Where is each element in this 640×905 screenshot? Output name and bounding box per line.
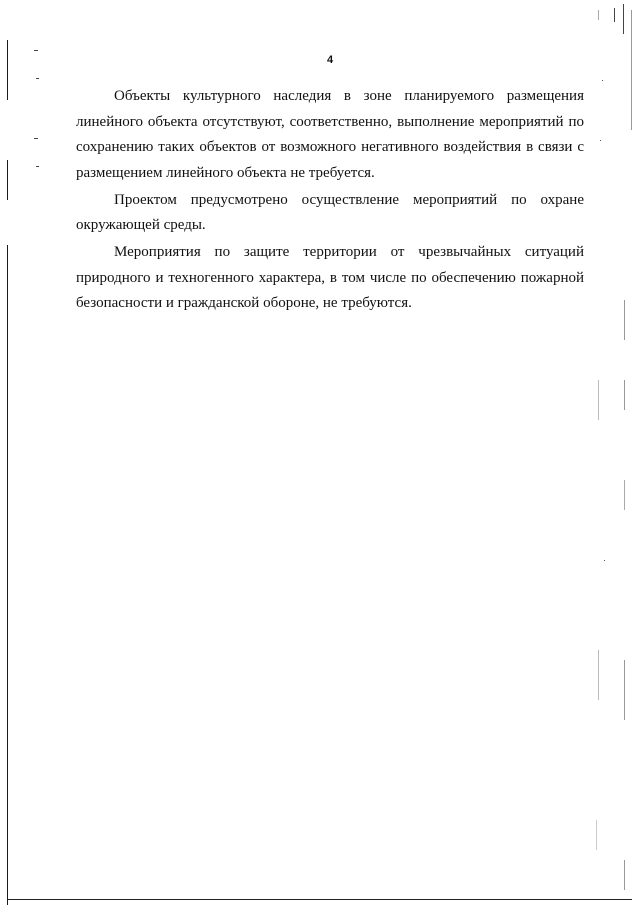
paragraph-environmental-protection: Проектом предусмотрено осуществление мероприятий по охране окружающей среды.: [76, 191, 584, 233]
scan-artifact-right-14: [600, 140, 601, 141]
scan-artifact-right-11: [596, 820, 597, 850]
scan-artifact-right-4: [598, 10, 599, 20]
scan-artifact-right-6: [598, 380, 599, 420]
scan-artifact-left-1: [7, 40, 8, 100]
scan-artifact-left-6: [34, 138, 38, 139]
scan-artifact-right-9: [598, 650, 599, 700]
document-body: [76, 84, 584, 318]
scan-artifact-right-8: [624, 480, 625, 510]
paragraph-emergency-measures: Мероприятия по защите территории от чрезвычайных ситуаций природного и техногенного характера, в том числе по обеспечению пожарной безопасности и гражданской обороне, не требуются.: [76, 244, 584, 311]
paragraph-cultural-heritage: Объекты культурного наследия в зоне планируемого размещения линейного объекта отсутствуют, соответственно, выполнение мероприятий по сохранению таких объектов от возможного негативного воздействия в связи с размещением линейного объекта не требуется.: [76, 88, 584, 181]
scan-artifact-right-1: [614, 8, 615, 22]
scan-artifact-left-7: [36, 166, 39, 167]
scan-artifact-right-5: [624, 300, 625, 340]
scan-artifact-right-15: [604, 560, 605, 561]
scan-artifact-right-10: [624, 660, 625, 720]
scan-artifact-right-2: [623, 4, 624, 34]
bottom-edge-line: [8, 899, 632, 900]
scan-artifact-left-5: [36, 78, 39, 79]
scan-artifact-left-4: [34, 50, 38, 51]
scan-artifact-right-13: [602, 80, 603, 81]
scan-artifact-right-3: [631, 10, 632, 130]
scan-artifact-left-2: [7, 160, 8, 200]
page-number: 4: [326, 54, 334, 66]
scan-artifact-right-7: [624, 380, 625, 410]
scan-artifact-right-12: [624, 860, 625, 890]
scan-artifact-left-3: [7, 245, 8, 905]
